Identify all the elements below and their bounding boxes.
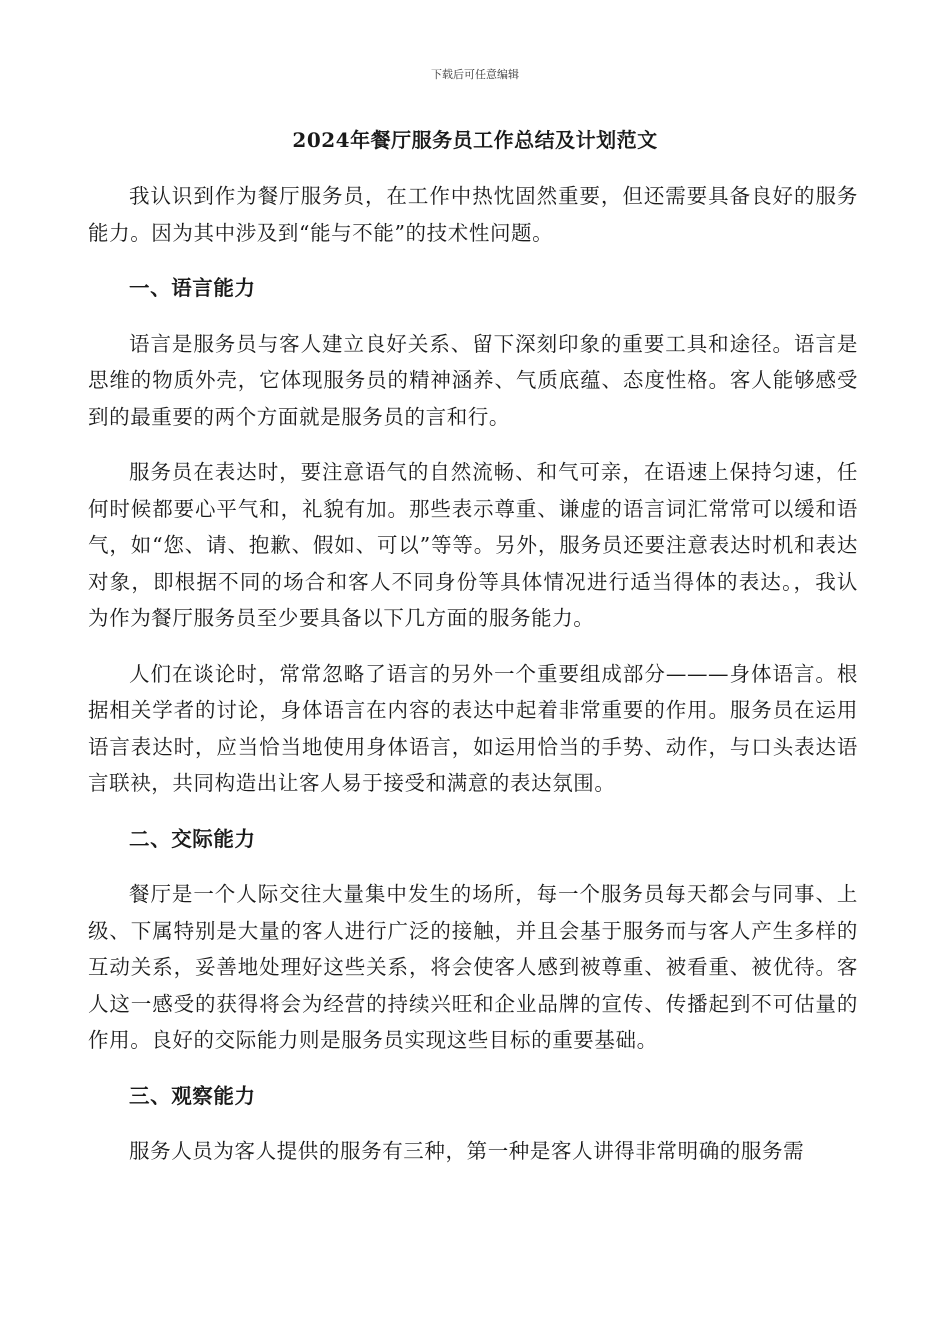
document-body	[88, 178, 858, 1189]
paragraph-observation-1: 服务人员为客人提供的服务有三种，第一种是客人讲得非常明确的服务需	[129, 1139, 805, 1163]
section-heading-observation: 三、观察能力	[129, 1083, 256, 1108]
paragraph-language-3: 人们在谈论时，常常忽略了语言的另外一个重要组成部分———身体语言。根据相关学者的讨论，身体语言在内容的表达中起着非常重要的作用。服务员在运用语言表达时，应当恰当地使用身体语言，如运用恰当的手势、动作，与口头表达语言联袂，共同构造出让客人易于接受和满意的表达氛围。	[88, 661, 858, 795]
paragraph-social-1: 餐厅是一个人际交往大量集中发生的场所，每一个服务员每天都会与同事、上级、下属特别是大量的客人进行广泛的接触，并且会基于服务而与客人产生多样的互动关系，妥善地处理好这些关系，将会使客人感到被尊重、被看重、被优待。客人这一感受的获得将会为经营的持续兴旺和企业品牌的宣传、传播起到不可估量的作用。良好的交际能力则是服务员实现这些目标的重要基础。	[88, 882, 858, 1052]
header-note: 下载后可任意编辑	[431, 68, 519, 81]
section-heading-social: 二、交际能力	[129, 826, 256, 851]
paragraph-intro: 我认识到作为餐厅服务员，在工作中热忱固然重要，但还需要具备良好的服务能力。因为其中涉及到“能与不能”的技术性问题。	[88, 184, 858, 245]
section-heading-language: 一、语言能力	[129, 276, 256, 300]
paragraph-language-2: 服务员在表达时，要注意语气的自然流畅、和气可亲，在语速上保持匀速，任何时候都要心平气和，礼貌有加。那些表示尊重、谦虚的语言词汇常常可以缓和语气，如“您、请、抱歉、假如、可以”等等。另外，服务员还要注意表达时机和表达对象，即根据不同的场合和客人不同身份等具体情况进行适当得体的表达。，我认为作为餐厅服务员至少要具备以下几方面的服务能力。	[88, 460, 858, 630]
paragraph-language-1: 语言是服务员与客人建立良好关系、留下深刻印象的重要工具和途径。语言是思维的物质外壳，它体现服务员的精神涵养、气质底蕴、态度性格。客人能够感受到的最重要的两个方面就是服务员的言和行。	[88, 331, 858, 429]
document-title: 2024年餐厅服务员工作总结及计划范文	[292, 128, 658, 152]
